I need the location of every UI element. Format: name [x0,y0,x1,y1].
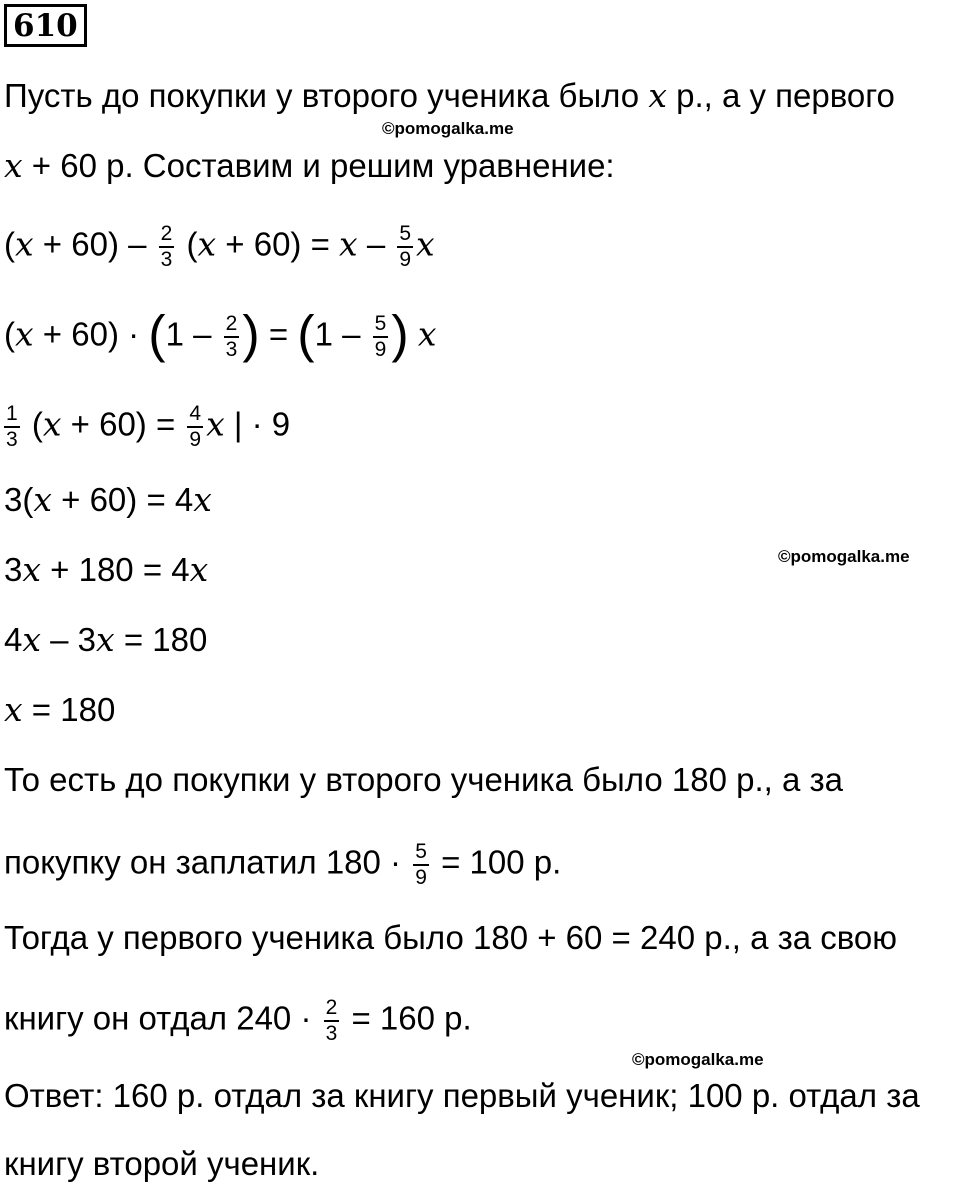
conclusion-line-1: То есть до покупки у второго ученика было 180 р., а за [4,761,844,798]
conclusion-line-4: книгу он отдал 240 · $\frac{2}{3}$ = 160 р. [4,996,472,1045]
conclusion-line-2: покупку он заплатил 180 · $\frac{5}{9}$ = 100 р. [4,840,562,889]
fraction: $\frac{2}{3}$ [160,222,173,271]
fraction: $\frac{2}{3}$ [225,312,238,361]
equation-4: 3(x + 60) = 4x [4,480,212,519]
fraction: $\frac{4}{9}$ [189,402,202,451]
fraction: $\frac{5}{9}$ [415,840,427,889]
conclusion-line-3: Тогда у первого ученика было 180 + 60 = 240 р., а за свою [4,919,898,956]
watermark: ©pomogalka.me [632,1050,764,1069]
answer-line-2: книгу второй ученик. [4,1145,320,1182]
intro-line-2: x + 60 р. Составим и решим уравнение: [4,146,615,185]
equation-3: $\frac{1}{3}$ (x + 60) = $\frac{4}{9}$ x | · 9 [6,402,291,451]
watermark: ©pomogalka.me [778,547,910,566]
intro-line-1: Пусть до покупки у второго ученика было x р., а у первого [4,76,895,115]
fraction: $\frac{1}{3}$ [6,402,18,451]
fraction: $\frac{5}{9}$ [374,312,387,361]
equation-7: x = 180 [4,690,116,729]
fraction: $\frac{2}{3}$ [325,996,338,1045]
math-variable: x [648,76,667,115]
problem-number: 610 [4,4,87,47]
watermark: ©pomogalka.me [382,119,514,138]
equation-6: 4x – 3x = 180 [4,620,208,659]
fraction: $\frac{5}{9}$ [399,222,412,271]
equation-2: (x + 60) · (1 – $\frac{2}{3}$ ) = (1 – $\frac{5}{9}$ ) x [4,305,437,364]
answer-line-1: Ответ: 160 р. отдал за книгу первый ученик; 100 р. отдал за [4,1077,920,1114]
equation-5: 3x + 180 = 4x [4,550,209,589]
equation-1: (x + 60) – $\frac{2}{3}$ (x + 60) = x – $\frac{5}{9}$ x [4,222,435,271]
